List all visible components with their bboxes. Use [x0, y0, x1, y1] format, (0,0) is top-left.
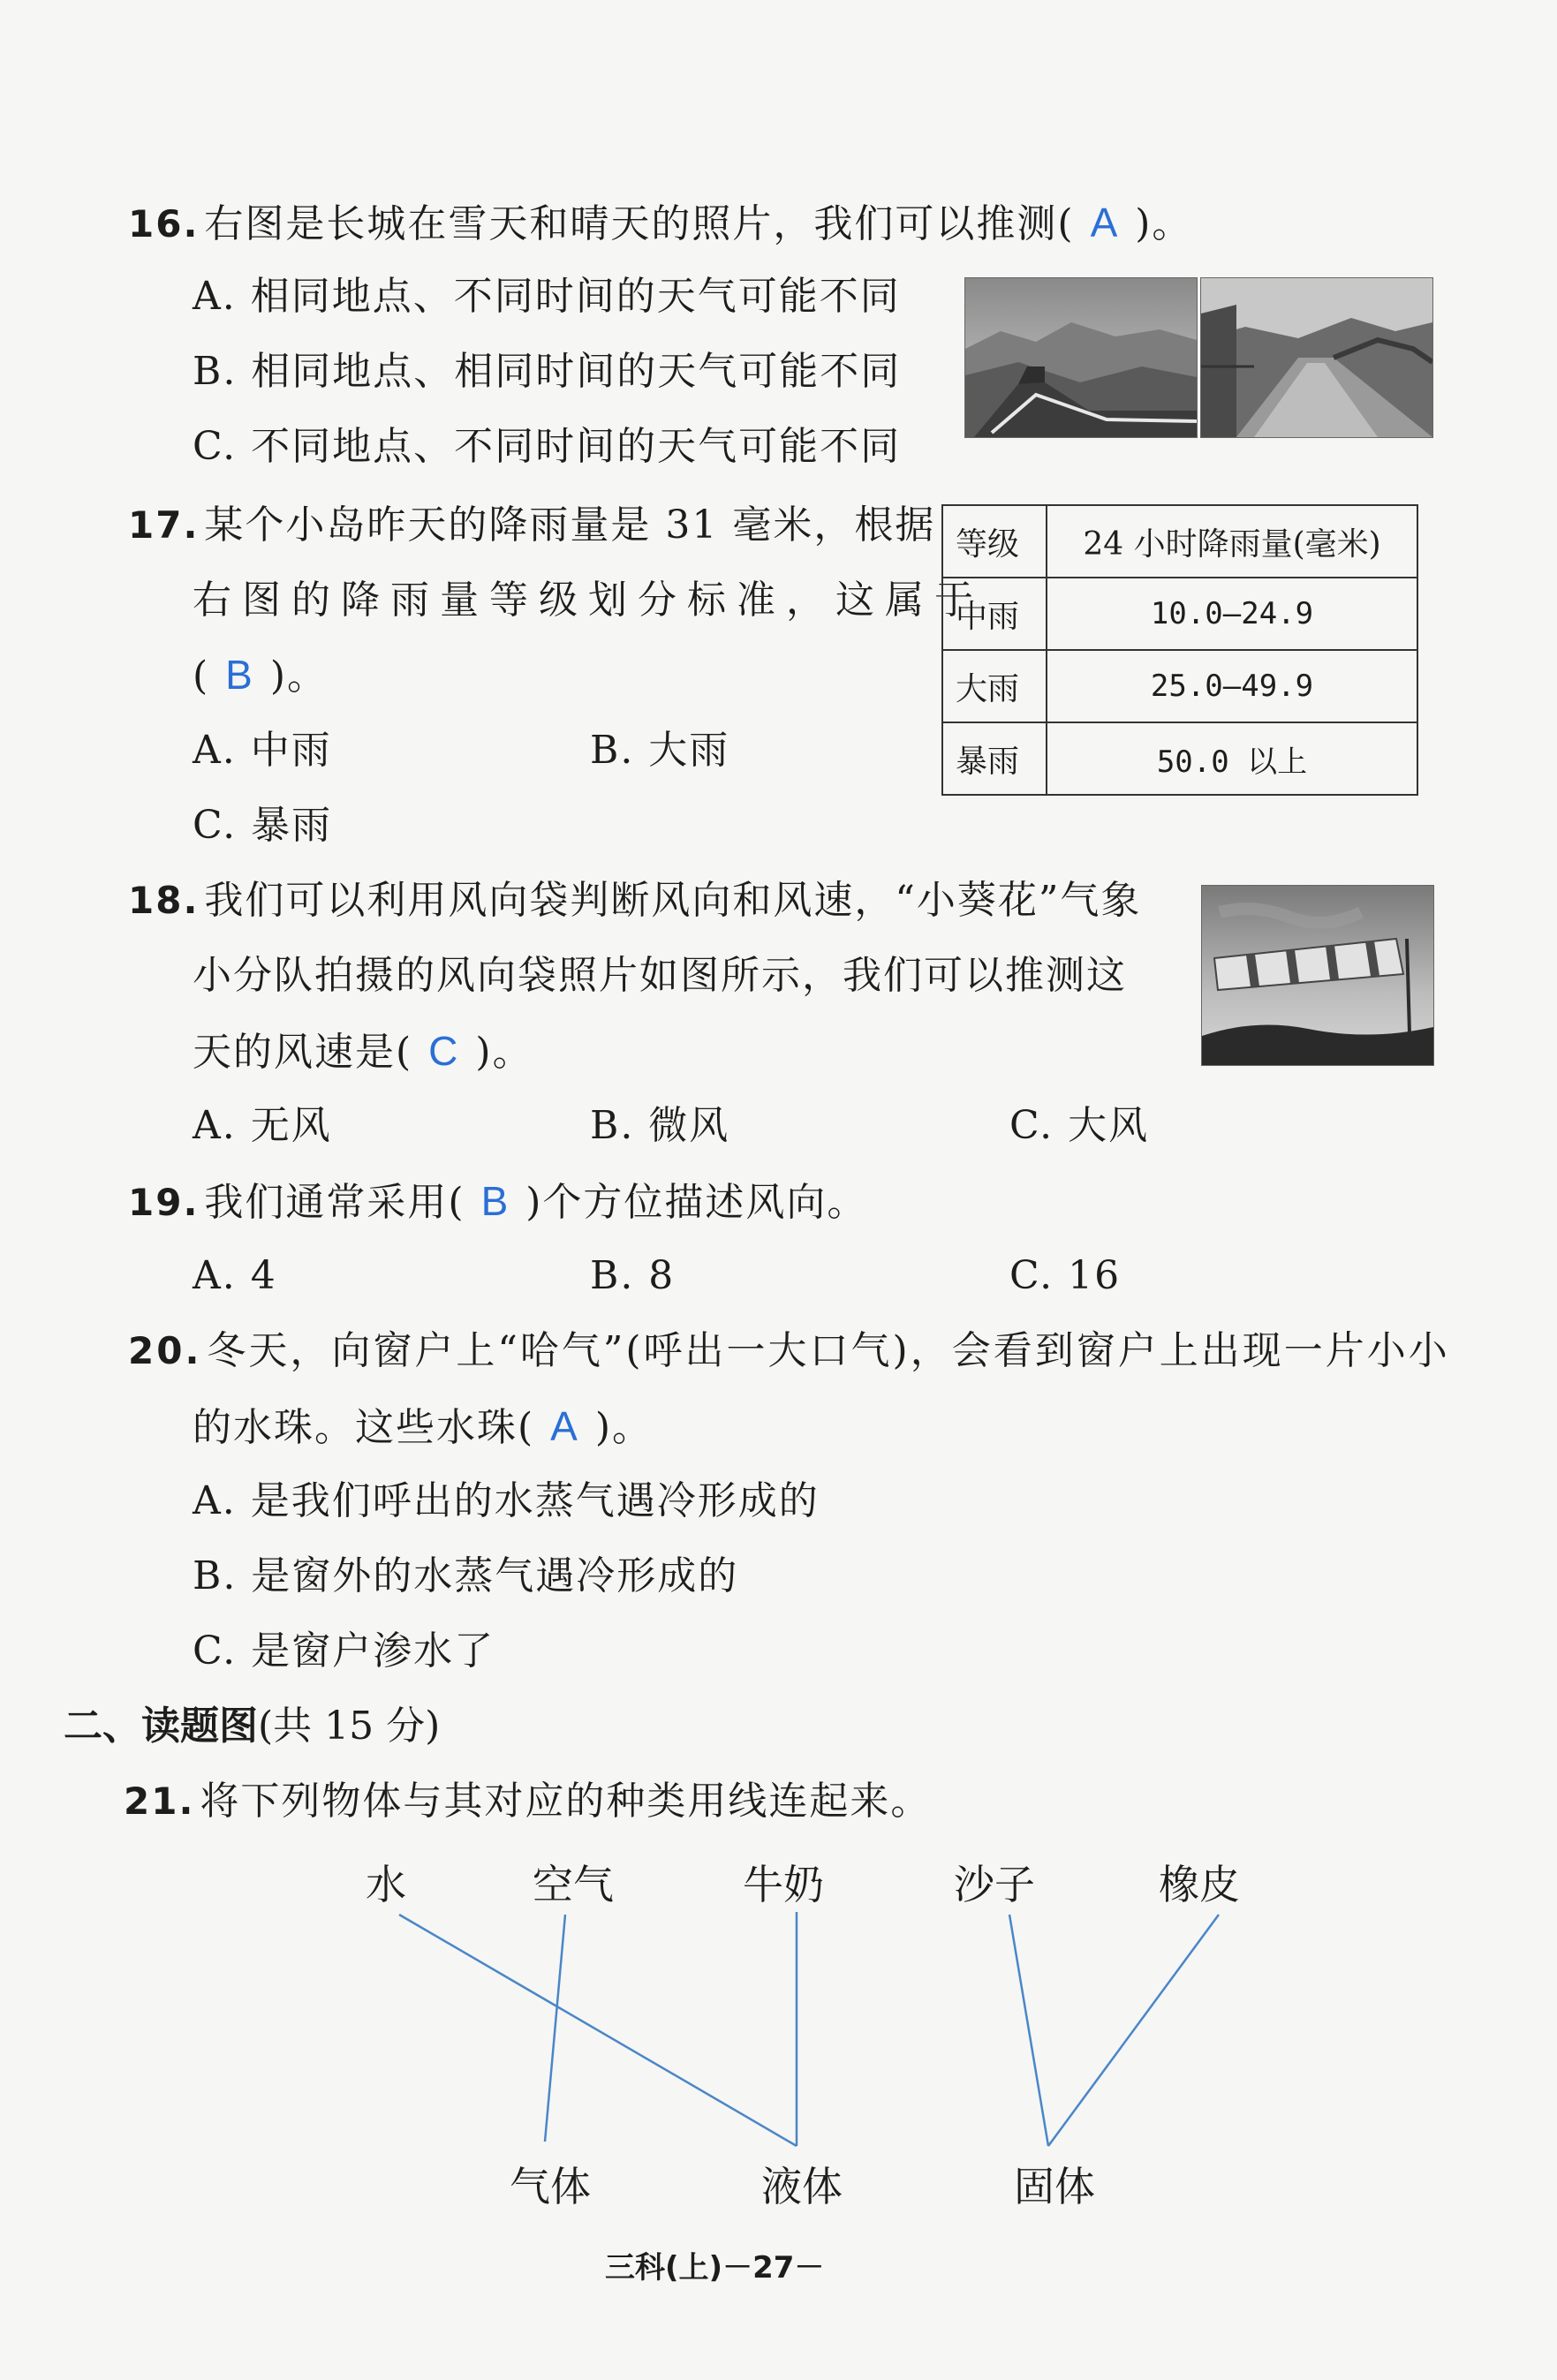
item-milk: 牛奶 [743, 1861, 824, 1908]
q20-stem-line1: 20. 冬天，向窗户上“哈气”(呼出一大口气)，会看到窗户上出现一片小小 [128, 1328, 1450, 1373]
section-score: (共 15 分) [258, 1704, 441, 1749]
section-title: 二、读题图 [64, 1704, 258, 1749]
item-air: 空气 [533, 1861, 614, 1908]
q16-stem: 16. 右图是长城在雪天和晴天的照片，我们可以推测( A )。 [128, 200, 1193, 246]
q19-number: 19. [128, 1181, 200, 1224]
item-sand: 沙子 [954, 1861, 1035, 1908]
q18-option-c: C. 大风 [1009, 1103, 1150, 1148]
table-cell-grade: 暴雨 [942, 722, 1047, 795]
q16-number: 16. [128, 202, 200, 246]
q17-option-b: B. 大雨 [590, 728, 730, 773]
q20-option-c: C. 是窗户渗水了 [193, 1628, 495, 1674]
category-solid: 固体 [1014, 2163, 1095, 2210]
page-footer: 三科(上)－27－ [605, 2250, 825, 2286]
q16-option-c: C. 不同地点、不同时间的天气可能不同 [193, 424, 902, 469]
q17-answer: B [225, 652, 254, 698]
q18-stem-line3: 天的风速是( C )。 [193, 1028, 533, 1075]
q20-option-b: B. 是窗外的水蒸气遇冷形成的 [193, 1553, 739, 1598]
q20-answer: A [550, 1403, 579, 1449]
q18-stem-line1: 18. 我们可以利用风向袋判断风向和风速，“小葵花”气象 [128, 878, 1142, 923]
q18-number: 18. [128, 879, 200, 922]
q16-option-b: B. 相同地点、相同时间的天气可能不同 [193, 349, 902, 394]
link-water-liquid [399, 1915, 797, 2146]
link-sand-solid [1009, 1915, 1048, 2146]
table-cell-range: 50.0 以上 [1047, 722, 1417, 795]
table-cell-range: 10.0—24.9 [1047, 578, 1417, 650]
link-air-gas [545, 1915, 565, 2142]
q17-number: 17. [128, 503, 200, 547]
link-eraser-solid [1048, 1915, 1219, 2146]
q20-option-a: A. 是我们呼出的水蒸气遇冷形成的 [193, 1478, 820, 1523]
table-cell-grade: 中雨 [942, 578, 1047, 650]
table-cell-grade: 大雨 [942, 650, 1047, 722]
q18-answer: C [428, 1028, 460, 1074]
item-water: 水 [366, 1861, 406, 1908]
q18-stem-line2: 小分队拍摄的风向袋照片如图所示，我们可以推测这 [193, 953, 1127, 998]
q21-number: 21. [124, 1779, 195, 1823]
q19-answer: B [480, 1178, 510, 1224]
q17-option-c: C. 暴雨 [193, 803, 333, 848]
q17-stem-line2: 右图的降雨量等级划分标准，这属于 [193, 578, 984, 623]
q18-option-a: A. 无风 [193, 1103, 332, 1148]
q19-option-c: C. 16 [1009, 1253, 1122, 1298]
q16-answer: A [1090, 200, 1120, 246]
q17-option-a: A. 中雨 [193, 728, 332, 773]
q17-answer-line: ( B )。 [193, 652, 329, 699]
q19-option-b: B. 8 [590, 1253, 676, 1298]
table-header-grade: 等级 [942, 505, 1047, 578]
category-liquid: 液体 [761, 2163, 843, 2210]
item-eraser: 橡皮 [1159, 1861, 1240, 1908]
q19-option-a: A. 4 [193, 1253, 277, 1298]
q16-option-a: A. 相同地点、不同时间的天气可能不同 [193, 274, 901, 319]
table-cell-range: 25.0—49.9 [1047, 650, 1417, 722]
q17-stem-line1: 17. 某个小岛昨天的降雨量是 31 毫米，根据 [128, 502, 936, 548]
q21-stem: 21. 将下列物体与其对应的种类用线连起来。 [124, 1779, 932, 1824]
q20-number: 20. [128, 1329, 202, 1372]
q19-stem: 19. 我们通常采用( B )个方位描述风向。 [128, 1178, 868, 1225]
category-gas: 气体 [510, 2163, 591, 2210]
table-header-rainfall: 24 小时降雨量(毫米) [1047, 505, 1417, 578]
q20-stem-line2: 的水珠。这些水珠( A )。 [193, 1403, 654, 1450]
q18-option-b: B. 微风 [590, 1103, 730, 1148]
